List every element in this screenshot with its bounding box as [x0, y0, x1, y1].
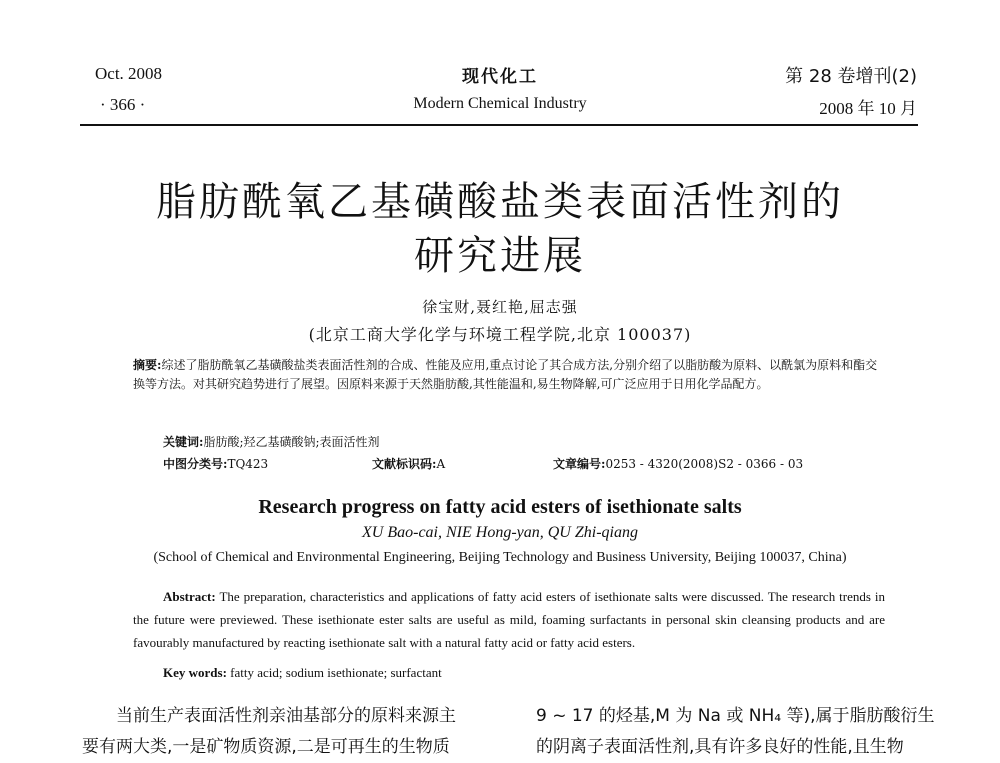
- article-number: [553, 455, 803, 472]
- body-left-line: 当前生产表面活性剂亲油基部分的原料来源主: [116, 706, 456, 726]
- doc-code-label: 文献标识码:: [372, 457, 437, 471]
- header-date: Oct. 2008: [95, 64, 163, 83]
- abstract-cn-text: 综述了脂肪酰氧乙基磺酸盐类表面活性剂的合成、性能及应用,重点讨论了其合成方法,分别介绍了以脂肪酸为原料、以酰氯为原料和酯交换等方法。对其研究趋势进行了展望。因原料来源于天然脂肪酸,其性能温和,易生物降解,可广泛应用于日用化学品配方。: [133, 358, 878, 391]
- body-right-line: 的阴离子表面活性剂,具有许多良好的性能,且生物: [536, 737, 904, 757]
- body-column-right: [536, 701, 934, 763]
- body-column-left: [82, 701, 456, 763]
- keywords-cn-text: 脂肪酸;羟乙基磺酸钠;表面活性剂: [203, 435, 380, 449]
- doc-code: [372, 455, 445, 472]
- title-cn-line1: 脂肪酰氧乙基磺酸盐类表面活性剂的: [156, 179, 844, 225]
- article-number-label: 文章编号:: [553, 457, 606, 471]
- header-page-number: · 366 ·: [100, 95, 146, 114]
- header-issue-date: 2008 年 10 月: [819, 99, 917, 118]
- header-volume: 第 28 卷增刊(2): [785, 66, 917, 87]
- header-rule: [80, 124, 918, 126]
- keywords-en: [163, 665, 442, 681]
- body-right-line: 9 ~ 17 的烃基,M 为 Na 或 NH₄ 等),属于脂肪酸衍生: [536, 706, 935, 726]
- title-en: Research progress on fatty acid esters of isethionate salts: [258, 496, 742, 518]
- header-journal-cn: 现代化工: [462, 67, 538, 87]
- clc-number: [163, 455, 268, 472]
- abstract-en: [133, 585, 885, 654]
- body-left-line: 要有两大类,一是矿物质资源,二是可再生的生物质: [82, 737, 450, 757]
- authors-en: XU Bao-cai, NIE Hong-yan, QU Zhi-qiang: [362, 524, 638, 541]
- title-cn-line2: 研究进展: [414, 233, 586, 279]
- abstract-en-label: Abstract:: [163, 589, 216, 604]
- keywords-cn-label: 关键词:: [163, 435, 204, 449]
- keywords-en-text: fatty acid; sodium isethionate; surfactant: [230, 665, 442, 680]
- header-journal-en: Modern Chemical Industry: [413, 95, 587, 112]
- doc-code-value: A: [436, 457, 446, 471]
- affiliation-cn: (北京工商大学化学与环境工程学院,北京 100037): [308, 325, 692, 344]
- keywords-en-label: Key words:: [163, 665, 227, 680]
- clc-value: TQ423: [227, 457, 269, 471]
- abstract-cn-label: 摘要:: [133, 358, 162, 372]
- affiliation-en: (School of Chemical and Environmental Engineering, Beijing Technology and Business University, Beijing 100037, China): [153, 550, 847, 565]
- abstract-en-text: The preparation, characteristics and applications of fatty acid esters of isethionate salts were discussed. The research trends in the future were previewed. These isethionate ester salts are useful as mild, foaming surfactants in personal skin cleansing products and are favourably manufactured by reacting isethionate salt with a natural fatty acid or fatty acid esters.: [133, 589, 885, 650]
- authors-cn: 徐宝财,聂红艳,屈志强: [422, 298, 578, 316]
- clc-label: 中图分类号:: [163, 457, 228, 471]
- abstract-cn: [133, 356, 885, 394]
- keywords-cn: [163, 433, 380, 450]
- article-number-value: 0253 - 4320(2008)S2 - 0366 - 03: [605, 457, 804, 471]
